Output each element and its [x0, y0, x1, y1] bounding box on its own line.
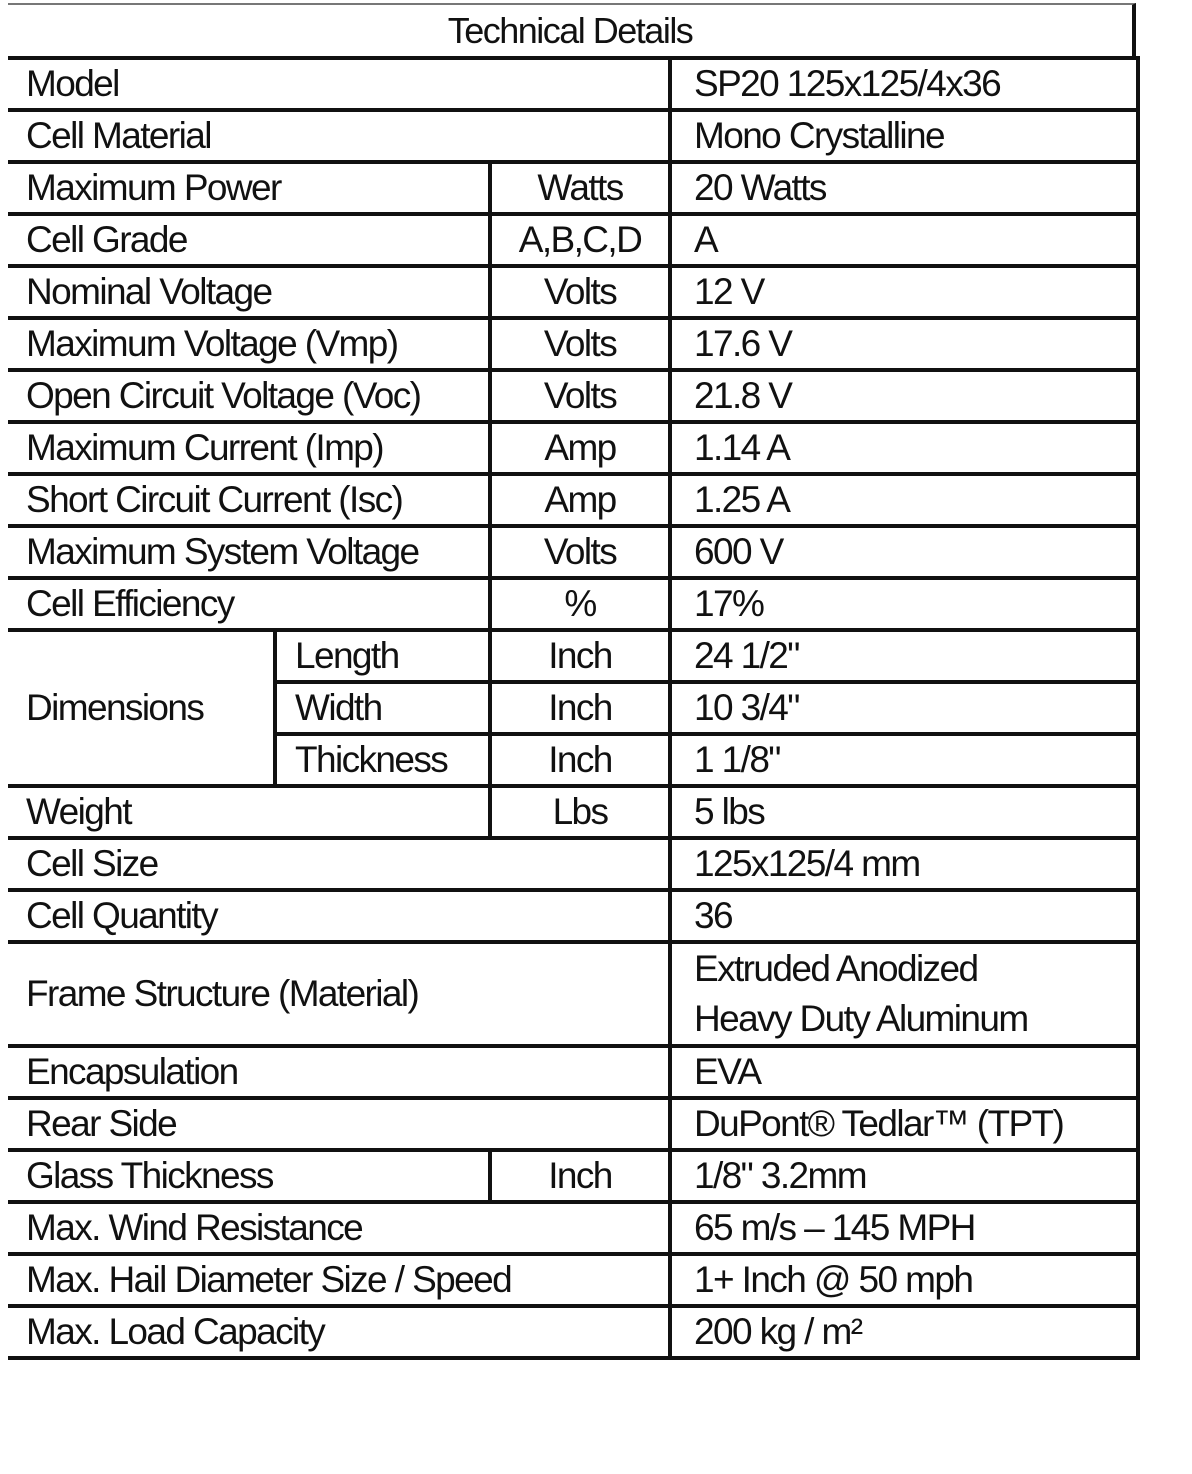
row-unit: Volts — [490, 526, 670, 578]
row-label: Weight — [8, 786, 490, 838]
row-value: 17.6 V — [670, 318, 1138, 370]
row-value — [670, 942, 1138, 1046]
row-value: 12 V — [670, 266, 1138, 318]
table-row — [8, 214, 1138, 266]
table-row — [8, 942, 1138, 1046]
row-unit: % — [490, 578, 670, 630]
table-row — [8, 630, 1138, 682]
row-unit: Inch — [490, 734, 670, 786]
row-value: A — [670, 214, 1138, 266]
row-unit: Volts — [490, 266, 670, 318]
row-unit: Amp — [490, 422, 670, 474]
row-unit: Watts — [490, 162, 670, 214]
row-value: EVA — [670, 1046, 1138, 1098]
table-row — [8, 838, 1138, 890]
row-value: 1.14 A — [670, 422, 1138, 474]
table-row — [8, 58, 1138, 110]
table-row — [8, 526, 1138, 578]
table-row — [8, 318, 1138, 370]
row-value: 125x125/4 mm — [670, 838, 1138, 890]
row-unit: Amp — [490, 474, 670, 526]
row-label: Maximum System Voltage — [8, 526, 490, 578]
row-unit: Inch — [490, 682, 670, 734]
row-label: Cell Size — [8, 838, 670, 890]
row-label: Cell Material — [8, 110, 670, 162]
table-row — [8, 1306, 1138, 1358]
row-value: Mono Crystalline — [670, 110, 1138, 162]
row-label: Open Circuit Voltage (Voc) — [8, 370, 490, 422]
row-label: Maximum Power — [8, 162, 490, 214]
row-label: Cell Quantity — [8, 890, 670, 942]
row-unit: Volts — [490, 318, 670, 370]
table-row — [8, 1098, 1138, 1150]
row-label: Max. Load Capacity — [8, 1306, 670, 1358]
row-value: 1+ Inch @ 50 mph — [670, 1254, 1138, 1306]
row-label: Cell Grade — [8, 214, 490, 266]
technical-details-table — [8, 56, 1140, 1360]
table-row — [8, 266, 1138, 318]
row-label: Max. Hail Diameter Size / Speed — [8, 1254, 670, 1306]
table-row — [8, 890, 1138, 942]
table-row — [8, 162, 1138, 214]
row-sublabel: Thickness — [275, 734, 490, 786]
row-value: 1.25 A — [670, 474, 1138, 526]
table-row — [8, 1150, 1138, 1202]
row-label: Cell Efficiency — [8, 578, 490, 630]
row-label: Dimensions — [8, 630, 275, 786]
row-value: 200 kg / m² — [670, 1306, 1138, 1358]
row-value: 17% — [670, 578, 1138, 630]
row-label: Short Circuit Current (Isc) — [8, 474, 490, 526]
value-line: Heavy Duty Aluminum — [694, 998, 1028, 1039]
row-label: Glass Thickness — [8, 1150, 490, 1202]
row-value: 600 V — [670, 526, 1138, 578]
table-row — [8, 578, 1138, 630]
row-label: Encapsulation — [8, 1046, 670, 1098]
row-label: Nominal Voltage — [8, 266, 490, 318]
table-row — [8, 786, 1138, 838]
row-label: Frame Structure (Material) — [8, 942, 670, 1046]
table-row — [8, 1202, 1138, 1254]
row-value: 20 Watts — [670, 162, 1138, 214]
row-value: 1/8" 3.2mm — [670, 1150, 1138, 1202]
row-value: SP20 125x125/4x36 — [670, 58, 1138, 110]
row-value: 10 3/4" — [670, 682, 1138, 734]
row-value: 65 m/s – 145 MPH — [670, 1202, 1138, 1254]
row-unit: A,B,C,D — [490, 214, 670, 266]
table-row — [8, 474, 1138, 526]
row-value: 21.8 V — [670, 370, 1138, 422]
table-row — [8, 110, 1138, 162]
row-unit: Volts — [490, 370, 670, 422]
table-row — [8, 1254, 1138, 1306]
row-sublabel: Width — [275, 682, 490, 734]
row-value: 36 — [670, 890, 1138, 942]
table-row — [8, 1046, 1138, 1098]
row-label: Maximum Current (Imp) — [8, 422, 490, 474]
table-row — [8, 422, 1138, 474]
row-unit: Inch — [490, 630, 670, 682]
row-label: Model — [8, 58, 670, 110]
value-line: Extruded Anodized — [694, 948, 978, 989]
row-label: Max. Wind Resistance — [8, 1202, 670, 1254]
row-value: 5 lbs — [670, 786, 1138, 838]
row-label: Rear Side — [8, 1098, 670, 1150]
row-value: 24 1/2" — [670, 630, 1138, 682]
row-value: 1 1/8" — [670, 734, 1138, 786]
row-unit: Lbs — [490, 786, 670, 838]
row-sublabel: Length — [275, 630, 490, 682]
row-label: Maximum Voltage (Vmp) — [8, 318, 490, 370]
table-row — [8, 370, 1138, 422]
row-value: DuPont® Tedlar™ (TPT) — [670, 1098, 1138, 1150]
row-unit: Inch — [490, 1150, 670, 1202]
table-title: Technical Details — [8, 3, 1136, 57]
